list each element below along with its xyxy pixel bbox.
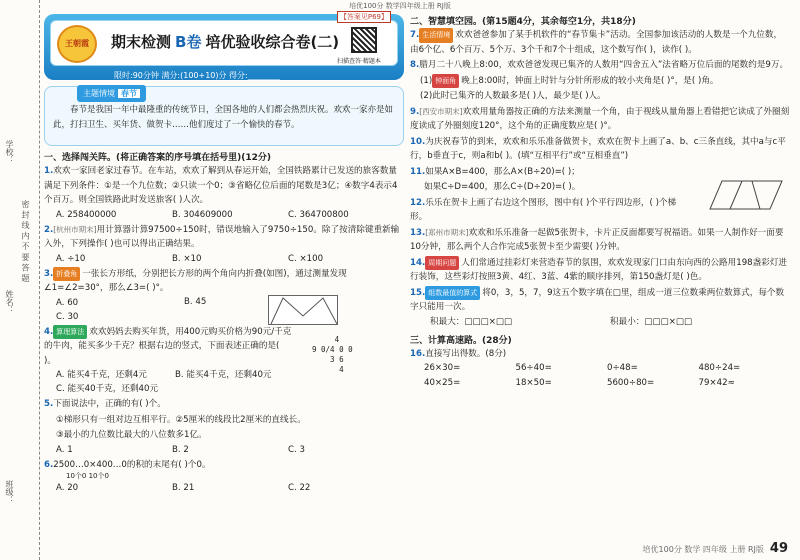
question-1 xyxy=(44,164,404,208)
question-10 xyxy=(410,135,790,164)
q4-option-a[interactable]: A. 能买4千克，还剩4元 xyxy=(56,370,147,380)
q8-p1-text: 晚上8:00时，钟面上时针与分针所形成的较小夹角是( )°，是( )角。 xyxy=(461,75,719,86)
q2-number: 2. xyxy=(44,224,54,235)
q3-option-c[interactable]: C. 30 xyxy=(56,311,79,322)
question-6 xyxy=(44,458,404,473)
q14-tag: 周期问题 xyxy=(425,256,459,271)
q10-number: 10. xyxy=(410,136,426,147)
title-volume: B卷 xyxy=(175,33,202,51)
question-2 xyxy=(44,223,404,252)
exam-title xyxy=(111,31,339,52)
calc-item[interactable]: 480÷24= xyxy=(698,363,741,373)
q15-number: 15. xyxy=(410,287,426,298)
div-remainder: 4 xyxy=(312,364,344,374)
q3-fold-figure xyxy=(268,295,338,325)
class-label: 班级： xyxy=(5,480,14,504)
q8-part-1 xyxy=(410,74,790,89)
q12-text: 乐乐在贺卡上画了右边这个图形，图中有( )个平行四边形，( )个梯形。 xyxy=(410,197,677,222)
q5-options xyxy=(44,443,404,457)
q4-options xyxy=(44,368,294,382)
name-label: 姓名： xyxy=(5,290,14,314)
q14-text: 人们常通过挂彩灯来营造春节的氛围，欢欢发现家门口由东向西的公路用198盏彩灯进行装饰，这些彩灯按照3黄、4红、3蓝、4紫的顺序排列，第150盏灯是( )色。 xyxy=(410,257,788,282)
binding-strip xyxy=(0,0,40,560)
q1-text: 欢欢一家回老家过春节。在车站，欢欢了解到从春运开始，全国铁路累计已发送的旅客数量满足下列条件：①是一个九位数；②只读一个0；③省略亿位后面的尾数是3亿；④数字4表示4个百万。则全国铁路此时发送旅客( )人次。 xyxy=(44,166,398,205)
theme-box xyxy=(44,86,404,146)
q11-text-2: 如果C÷D=400，那么C÷(D÷20)=( )。 xyxy=(424,182,581,192)
q5-option-a[interactable]: A. 1 xyxy=(56,444,73,455)
q2-option-c[interactable]: C. ×100 xyxy=(288,253,324,264)
q3-options xyxy=(44,296,244,310)
calc-item[interactable]: 56÷40= xyxy=(515,363,552,373)
answer-reference: 【答案见P69】 xyxy=(337,11,391,23)
left-column xyxy=(44,14,404,554)
q15-answers xyxy=(410,315,790,329)
q8-text: 腊月二十八晚上8:00，欢欢爸爸发现已集齐的人数用“四舍五入”法省略万位后面的尾数约是9万。 xyxy=(419,60,789,70)
section-3-title: 三、计算高速路。(28分) xyxy=(410,335,512,346)
question-15 xyxy=(410,286,790,315)
qr-code-icon xyxy=(351,27,377,53)
q1-number: 1. xyxy=(44,166,54,176)
theme-text: 春节是我国一年中最隆重的传统节日，全国各地的人们都会热烈庆祝。欢欢一家亦是如此，打扫卫生、买年货、做贺卡……他们度过了一个愉快的春节。 xyxy=(53,105,394,130)
calc-item[interactable]: 26×30= xyxy=(424,363,461,373)
q3-text: 一张长方形纸，分别把长方形的两个角向内折叠(如图)，通过测量发现∠1=∠2=30°，那么∠3=( )°。 xyxy=(44,268,347,293)
q1-options xyxy=(44,208,404,222)
q6-subscript: 10个0 10个0 xyxy=(66,472,109,480)
q13-number: 13. xyxy=(410,227,426,238)
q9-number: 9. xyxy=(410,106,420,117)
q5-option-b[interactable]: B. 2 xyxy=(172,444,189,455)
section-1-title: 一、选择闯关阵。(将正确答案的序号填在括号里)(12分) xyxy=(44,153,271,163)
question-9 xyxy=(410,105,790,134)
question-11 xyxy=(410,165,790,180)
q3-number: 3. xyxy=(44,268,54,279)
q5-statement-1: ①梯形只有一组对边互相平行。②5厘米的线段比2厘米的直线长。 xyxy=(56,414,306,425)
q1-option-a[interactable]: A. 258400000 xyxy=(56,209,117,220)
long-division xyxy=(312,335,353,375)
q6-option-c[interactable]: C. 22 xyxy=(288,483,311,493)
q6-options xyxy=(44,481,404,495)
q2-option-a[interactable]: A. ÷10 xyxy=(56,253,86,264)
div-dividend: 9 0/4 0 0 xyxy=(312,344,353,354)
page-number: 49 xyxy=(769,541,788,556)
school-label: 学校： xyxy=(5,140,14,164)
exam-meta: 限时:90分钟 满分:(100+10)分 得分:________ xyxy=(114,71,280,80)
qr-caption: 扫描查答·精题本 xyxy=(337,58,381,65)
q8-p1-tag: 钟面角 xyxy=(432,74,459,89)
q15-max-product[interactable]: 积最大：□□□×□□ xyxy=(430,316,513,327)
section-2-title: 二、智慧填空园。(第15题4分，其余每空1分，共18分) xyxy=(410,17,636,27)
q13-text: 欢欢和乐乐准备一起做5张贺卡，卡片正反面都要写祝福语。如果一人制作好一面要10分钟，那么两个人合作完成5张贺卡至少需要( )分钟。 xyxy=(410,227,784,252)
seal-line-note: 密 封 线 内 不 要 答 题 xyxy=(21,200,30,282)
q14-number: 14. xyxy=(410,257,426,268)
q5-statement-2: ③最小的九位数比最大的八位数多1亿。 xyxy=(56,430,207,440)
q10-text: 为庆祝春节的到来，欢欢和乐乐准备做贺卡，欢欢在贺卡上画了a、b、c三条直线，其中a与c平行，b垂直于c，则a和b( )。(填“互相平行”或“互相垂直”) xyxy=(410,136,786,161)
calc-item[interactable]: 18×50= xyxy=(515,378,552,388)
q6-option-b[interactable]: B. 21 xyxy=(172,483,195,493)
q2-source: [杭州市期末] xyxy=(53,224,97,234)
q16-number: 16. xyxy=(410,348,426,359)
right-column xyxy=(410,14,790,554)
q9-text: 欢欢用量角器按正确的方法来测量一个角，由于视线从量角器上看错把它读成了外圈刻度读成了外圈刻度120°，这个角的正确度数应是( )°。 xyxy=(410,106,790,131)
page-footer xyxy=(643,541,788,556)
question-12 xyxy=(410,196,690,225)
q4-options-c xyxy=(44,382,294,396)
question-5 xyxy=(44,397,404,412)
question-3 xyxy=(44,267,404,296)
theme-word: 春节 xyxy=(118,89,140,98)
calc-item[interactable]: 0÷48= xyxy=(607,363,638,373)
q6-option-a[interactable]: A. 20 xyxy=(56,483,79,493)
title-suffix: 培优验收综合卷(二) xyxy=(205,33,340,51)
calc-item[interactable]: 5600÷80= xyxy=(607,378,655,388)
q16-calc-grid xyxy=(410,361,790,391)
footer-text: 培优100分 数学 四年级 上册 RJ版 xyxy=(642,545,764,554)
q3-tag: 折叠角 xyxy=(53,267,80,282)
q15-text: 将0，3，5，7，9这五个数字填在□里，组成一道三位数乘两位数算式，每个数字只能用一次。 xyxy=(410,287,785,312)
q3-option-b[interactable]: B. 45 xyxy=(184,296,207,307)
q1-option-b[interactable]: B. 304609000 xyxy=(172,209,233,220)
question-8 xyxy=(410,58,790,73)
q1-option-c[interactable]: C. 364700800 xyxy=(288,209,349,220)
calc-item[interactable]: 40×25= xyxy=(424,378,461,388)
q12-figure xyxy=(708,179,784,214)
q8-p1-num: (1) xyxy=(420,75,433,86)
q5-option-c[interactable]: C. 3 xyxy=(288,444,305,455)
calc-item[interactable]: 79×42≈ xyxy=(698,378,735,388)
q7-tag: 生活情境 xyxy=(419,28,453,43)
q11-number: 11. xyxy=(410,166,426,177)
question-4 xyxy=(44,325,294,369)
q4-text: 欢欢妈妈去购买年货，用400元购买价格为90元/千克的牛肉，能买多少千克？根据右边的竖式，下面表述正确的是( )。 xyxy=(44,326,292,366)
q7-text: 欢欢爸爸参加了某手机软件的“春节集卡”活动。全国参加该活动的人数是一个九位数，由6个亿、6个百万、5个万、3个千和7个十组成，这个数写作( )，读作( )。 xyxy=(410,30,783,55)
q5-text: 下面说法中，正确的有( )个。 xyxy=(53,399,166,409)
q3-option-a[interactable]: A. 60 xyxy=(56,297,79,308)
q6-number: 6. xyxy=(44,459,54,470)
div-quotient: 4 xyxy=(312,334,340,344)
question-13 xyxy=(410,226,790,255)
q4-tag: 算理算法 xyxy=(53,325,87,340)
q9-source: [西安市期末] xyxy=(419,106,463,116)
q6-text: 2500…0×400…0的积的末尾有( )个0。 xyxy=(53,459,211,470)
question-14 xyxy=(410,256,790,285)
q3-options-c xyxy=(44,310,244,324)
q11-text: 如果A×B=400，那么A×(B÷20)=( )； xyxy=(425,166,580,177)
theme-tag-label: 主题情境 xyxy=(83,89,115,98)
q4-option-c[interactable]: C. 能买40千克，还剩40元 xyxy=(56,384,159,394)
brand-logo: 王朝霞 xyxy=(57,25,97,63)
question-16 xyxy=(410,347,790,362)
q2-text: 用计算器计算97500÷150时，错误地输入了9750÷150。除了按清除键重新输入外，下列操作( )也可以得出正确结果。 xyxy=(44,224,400,249)
title-prefix: 期末检测 xyxy=(111,33,172,51)
q8-number: 8. xyxy=(410,60,420,70)
q15-tag: 组数最值的算式 xyxy=(425,286,480,301)
theme-tag xyxy=(77,85,146,102)
q8-part-2: (2)此时已集齐的人数最多是( )人，最少是( )人。 xyxy=(420,91,606,101)
q5-number: 5. xyxy=(44,399,54,409)
q4-number: 4. xyxy=(44,326,54,337)
header-box xyxy=(50,13,398,66)
q15-min-product[interactable]: 积最小：□□□×□□ xyxy=(610,316,693,327)
parallelogram-figure-icon xyxy=(708,179,784,211)
q7-number: 7. xyxy=(410,30,420,40)
div-product: 3 6 xyxy=(312,354,344,364)
q13-source: [郑州市期末] xyxy=(425,227,469,237)
q12-number: 12. xyxy=(410,197,426,208)
q2-option-b[interactable]: B. ×10 xyxy=(172,253,202,264)
q4-option-b[interactable]: B. 能买4千克，还剩40元 xyxy=(175,370,272,380)
q2-options xyxy=(44,252,404,266)
fold-diagram-icon xyxy=(269,296,339,326)
q11-q12-block xyxy=(410,165,790,225)
question-4-block xyxy=(44,325,404,397)
q16-text: 直接写出得数。(8分) xyxy=(425,348,507,359)
question-7 xyxy=(410,28,790,57)
top-series-line: 培优100分 数学四年级上册 RJ版 xyxy=(349,2,451,10)
question-3-block xyxy=(44,267,404,324)
exam-header xyxy=(44,14,404,80)
